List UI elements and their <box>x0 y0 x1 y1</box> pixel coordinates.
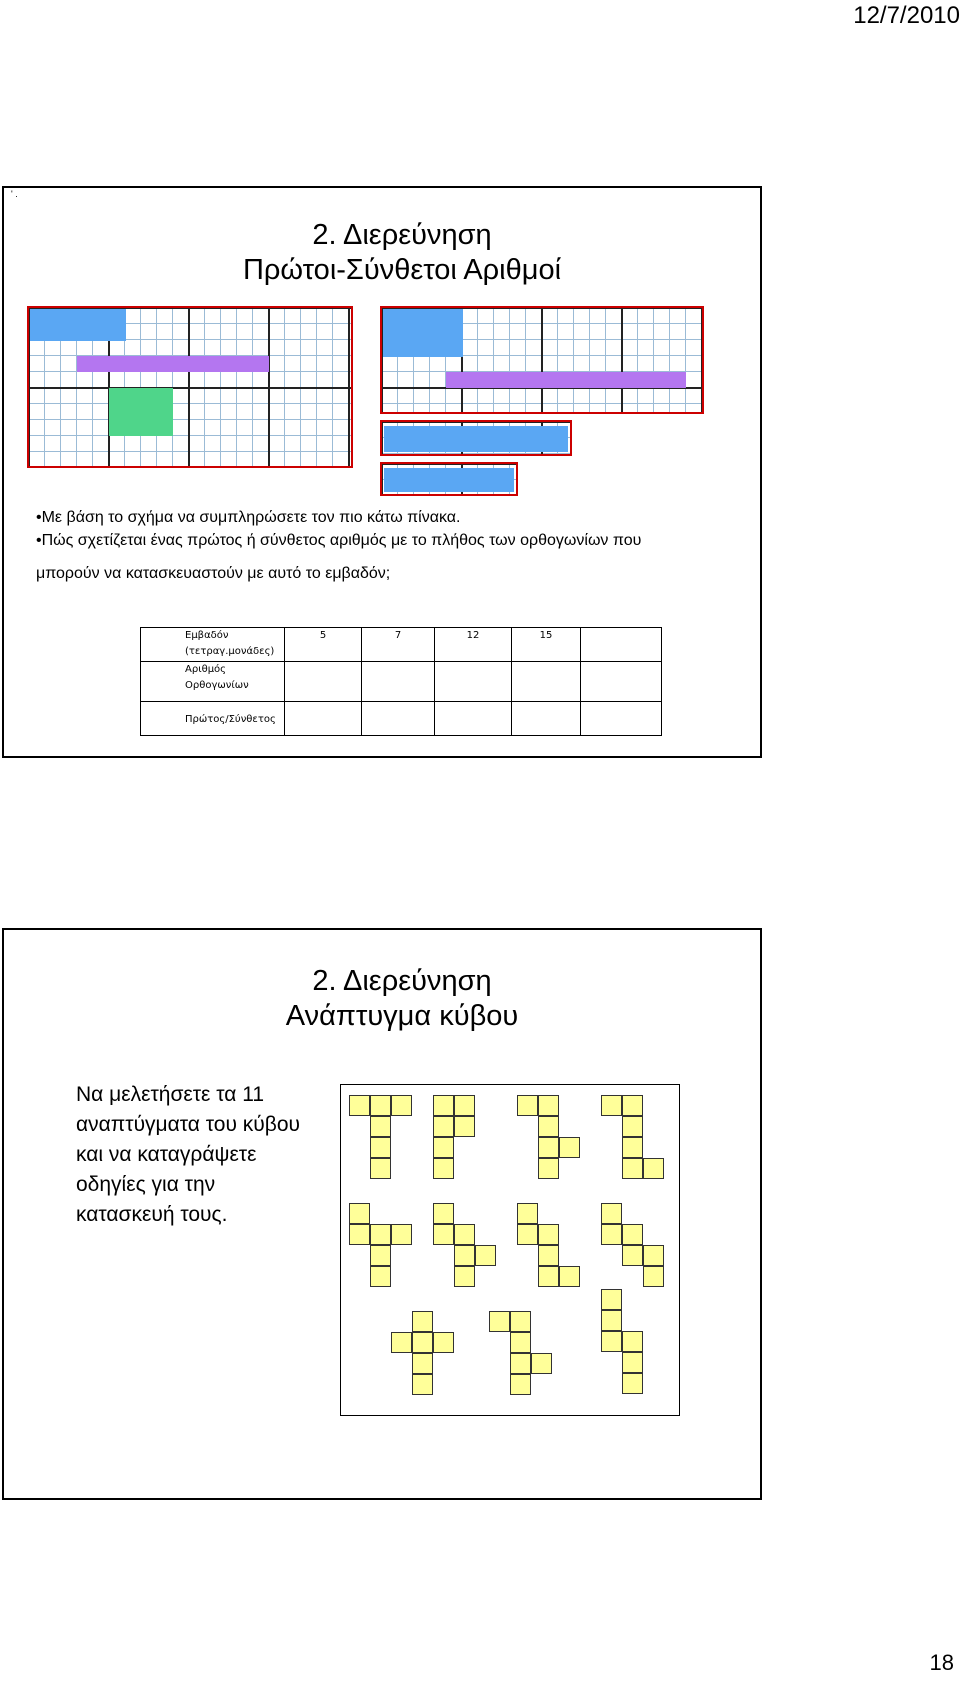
cube-net-square <box>370 1116 391 1137</box>
cube-net-square <box>349 1203 370 1224</box>
cube-nets-box <box>340 1084 680 1416</box>
cube-net-square <box>454 1116 475 1137</box>
blue-strip <box>384 426 568 452</box>
bullet-2-continuation: μπορούν να κατασκευαστούν με αυτό το εμβαδόν; <box>36 565 391 582</box>
slide1-title-line2: Πρώτοι-Σύνθετοι Αριθμοί <box>242 254 562 286</box>
cube-net-square <box>601 1331 622 1352</box>
cube-net-square <box>454 1245 475 1266</box>
cube-net-square <box>643 1158 664 1179</box>
purple-rectangle <box>77 356 269 372</box>
table-cell <box>285 702 362 736</box>
bullet-2: •Πώς σχετίζεται ένας πρώτος ή σύνθετος αριθμός με το πλήθος των ορθογωνίων που <box>36 532 642 549</box>
cube-net-square <box>601 1310 622 1331</box>
cube-net-square <box>433 1224 454 1245</box>
slide1-title <box>24 218 780 288</box>
cube-net-square <box>391 1224 412 1245</box>
date-header: 12/7/2010 <box>853 2 960 29</box>
row-label-count <box>141 662 285 702</box>
row-label-area-line2: (τετραγ.μονάδες) <box>185 646 275 657</box>
cube-net-square <box>538 1245 559 1266</box>
cube-net-square <box>622 1331 643 1352</box>
grid-figure-right <box>380 306 704 414</box>
cube-net-square <box>538 1224 559 1245</box>
area-cell: 15 <box>512 628 581 662</box>
cube-net-square <box>370 1224 391 1245</box>
table-cell <box>581 702 662 736</box>
cube-net-square <box>601 1095 622 1116</box>
table-cell <box>362 662 435 702</box>
instructions-text: Να μελετήσετε τα 11 αναπτύγματα του κύβου και να καταγράψετε οδηγίες για την κατασκευή τους. <box>76 1083 300 1226</box>
cube-net-square <box>643 1245 664 1266</box>
table-cell <box>362 702 435 736</box>
area-cell: 5 <box>285 628 362 662</box>
cube-net-square <box>538 1137 559 1158</box>
cube-net-square <box>538 1116 559 1137</box>
cube-net-square <box>370 1266 391 1287</box>
cube-net-square <box>510 1332 531 1353</box>
grid-figure-left <box>27 306 353 468</box>
green-square <box>109 388 173 436</box>
cube-net-square <box>370 1095 391 1116</box>
cube-net-square <box>454 1266 475 1287</box>
cube-net-square <box>433 1137 454 1158</box>
cube-net-square <box>433 1116 454 1137</box>
cube-net-square <box>370 1245 391 1266</box>
cube-net-square <box>517 1095 538 1116</box>
row-label-prime-text: Πρώτος/Σύνθετος <box>185 714 276 725</box>
cube-net-square <box>538 1266 559 1287</box>
blue-rectangle <box>30 309 126 341</box>
cube-net-square <box>391 1332 412 1353</box>
cube-net-square <box>622 1116 643 1137</box>
bullet-list <box>36 506 756 585</box>
cube-net-square <box>510 1374 531 1395</box>
table-cell <box>512 662 581 702</box>
cube-net-square <box>412 1374 433 1395</box>
slide-marks: ' . <box>11 189 18 199</box>
cube-net-square <box>489 1311 510 1332</box>
row-label-prime <box>141 702 285 736</box>
cube-net-square <box>475 1245 496 1266</box>
cube-net-square <box>601 1203 622 1224</box>
purple-rectangle <box>446 372 686 388</box>
cube-net-square <box>433 1203 454 1224</box>
grid-strip-7 <box>380 462 518 496</box>
cube-net-square <box>433 1095 454 1116</box>
cube-net-square <box>433 1332 454 1353</box>
cube-net-square <box>370 1137 391 1158</box>
cube-net-square <box>349 1224 370 1245</box>
slide2-title <box>24 964 780 1034</box>
cube-net-square <box>622 1224 643 1245</box>
cube-net-square <box>510 1311 531 1332</box>
cube-net-square <box>433 1158 454 1179</box>
grid-strip-15 <box>380 420 572 456</box>
cube-net-square <box>622 1373 643 1394</box>
cube-net-square <box>622 1245 643 1266</box>
cube-net-square <box>349 1095 370 1116</box>
row-label-count-line1: Αριθμός <box>185 664 227 675</box>
row-label-area <box>141 628 285 662</box>
area-cell: 7 <box>362 628 435 662</box>
cube-net-square <box>510 1353 531 1374</box>
cube-net-square <box>370 1158 391 1179</box>
cube-net-square <box>559 1266 580 1287</box>
cube-net-square <box>622 1352 643 1373</box>
cube-net-square <box>538 1095 559 1116</box>
cube-net-square <box>412 1332 433 1353</box>
cube-net-square <box>559 1137 580 1158</box>
cube-net-square <box>601 1224 622 1245</box>
slide-prime-composite <box>2 186 762 758</box>
cube-net-square <box>517 1203 538 1224</box>
cube-net-square <box>412 1311 433 1332</box>
area-cell <box>581 628 662 662</box>
slide2-title-line2: Ανάπτυγμα κύβου <box>285 1000 519 1032</box>
cube-net-square <box>643 1266 664 1287</box>
table-cell <box>581 662 662 702</box>
blue-rectangle <box>383 309 463 357</box>
cube-net-square <box>531 1353 552 1374</box>
slide2-title-line1: 2. Διερεύνηση <box>312 965 492 997</box>
bullet-1: •Με βάση το σχήμα να συμπληρώσετε τον πιο κάτω πίνακα. <box>36 509 461 526</box>
table-cell <box>512 702 581 736</box>
row-label-area-line1: Εμβαδόν <box>185 630 229 641</box>
cube-net-square <box>391 1095 412 1116</box>
cube-net-square <box>601 1289 622 1310</box>
cube-net-square <box>412 1353 433 1374</box>
slide-cube-nets <box>2 928 762 1500</box>
cube-net-square <box>622 1137 643 1158</box>
cube-net-square <box>454 1095 475 1116</box>
cube-net-square <box>454 1224 475 1245</box>
slide1-title-line1: 2. Διερεύνηση <box>312 219 492 251</box>
table-cell <box>285 662 362 702</box>
blue-strip <box>384 468 514 492</box>
cube-net-square <box>517 1224 538 1245</box>
cube-net-square <box>622 1158 643 1179</box>
page-number: 18 <box>929 1650 954 1675</box>
cube-net-square <box>538 1158 559 1179</box>
cube-net-square <box>622 1095 643 1116</box>
table-cell <box>435 662 512 702</box>
area-cell: 12 <box>435 628 512 662</box>
table-cell <box>435 702 512 736</box>
row-label-count-line2: Ορθογωνίων <box>185 680 249 691</box>
area-rectangles-table <box>140 627 662 736</box>
